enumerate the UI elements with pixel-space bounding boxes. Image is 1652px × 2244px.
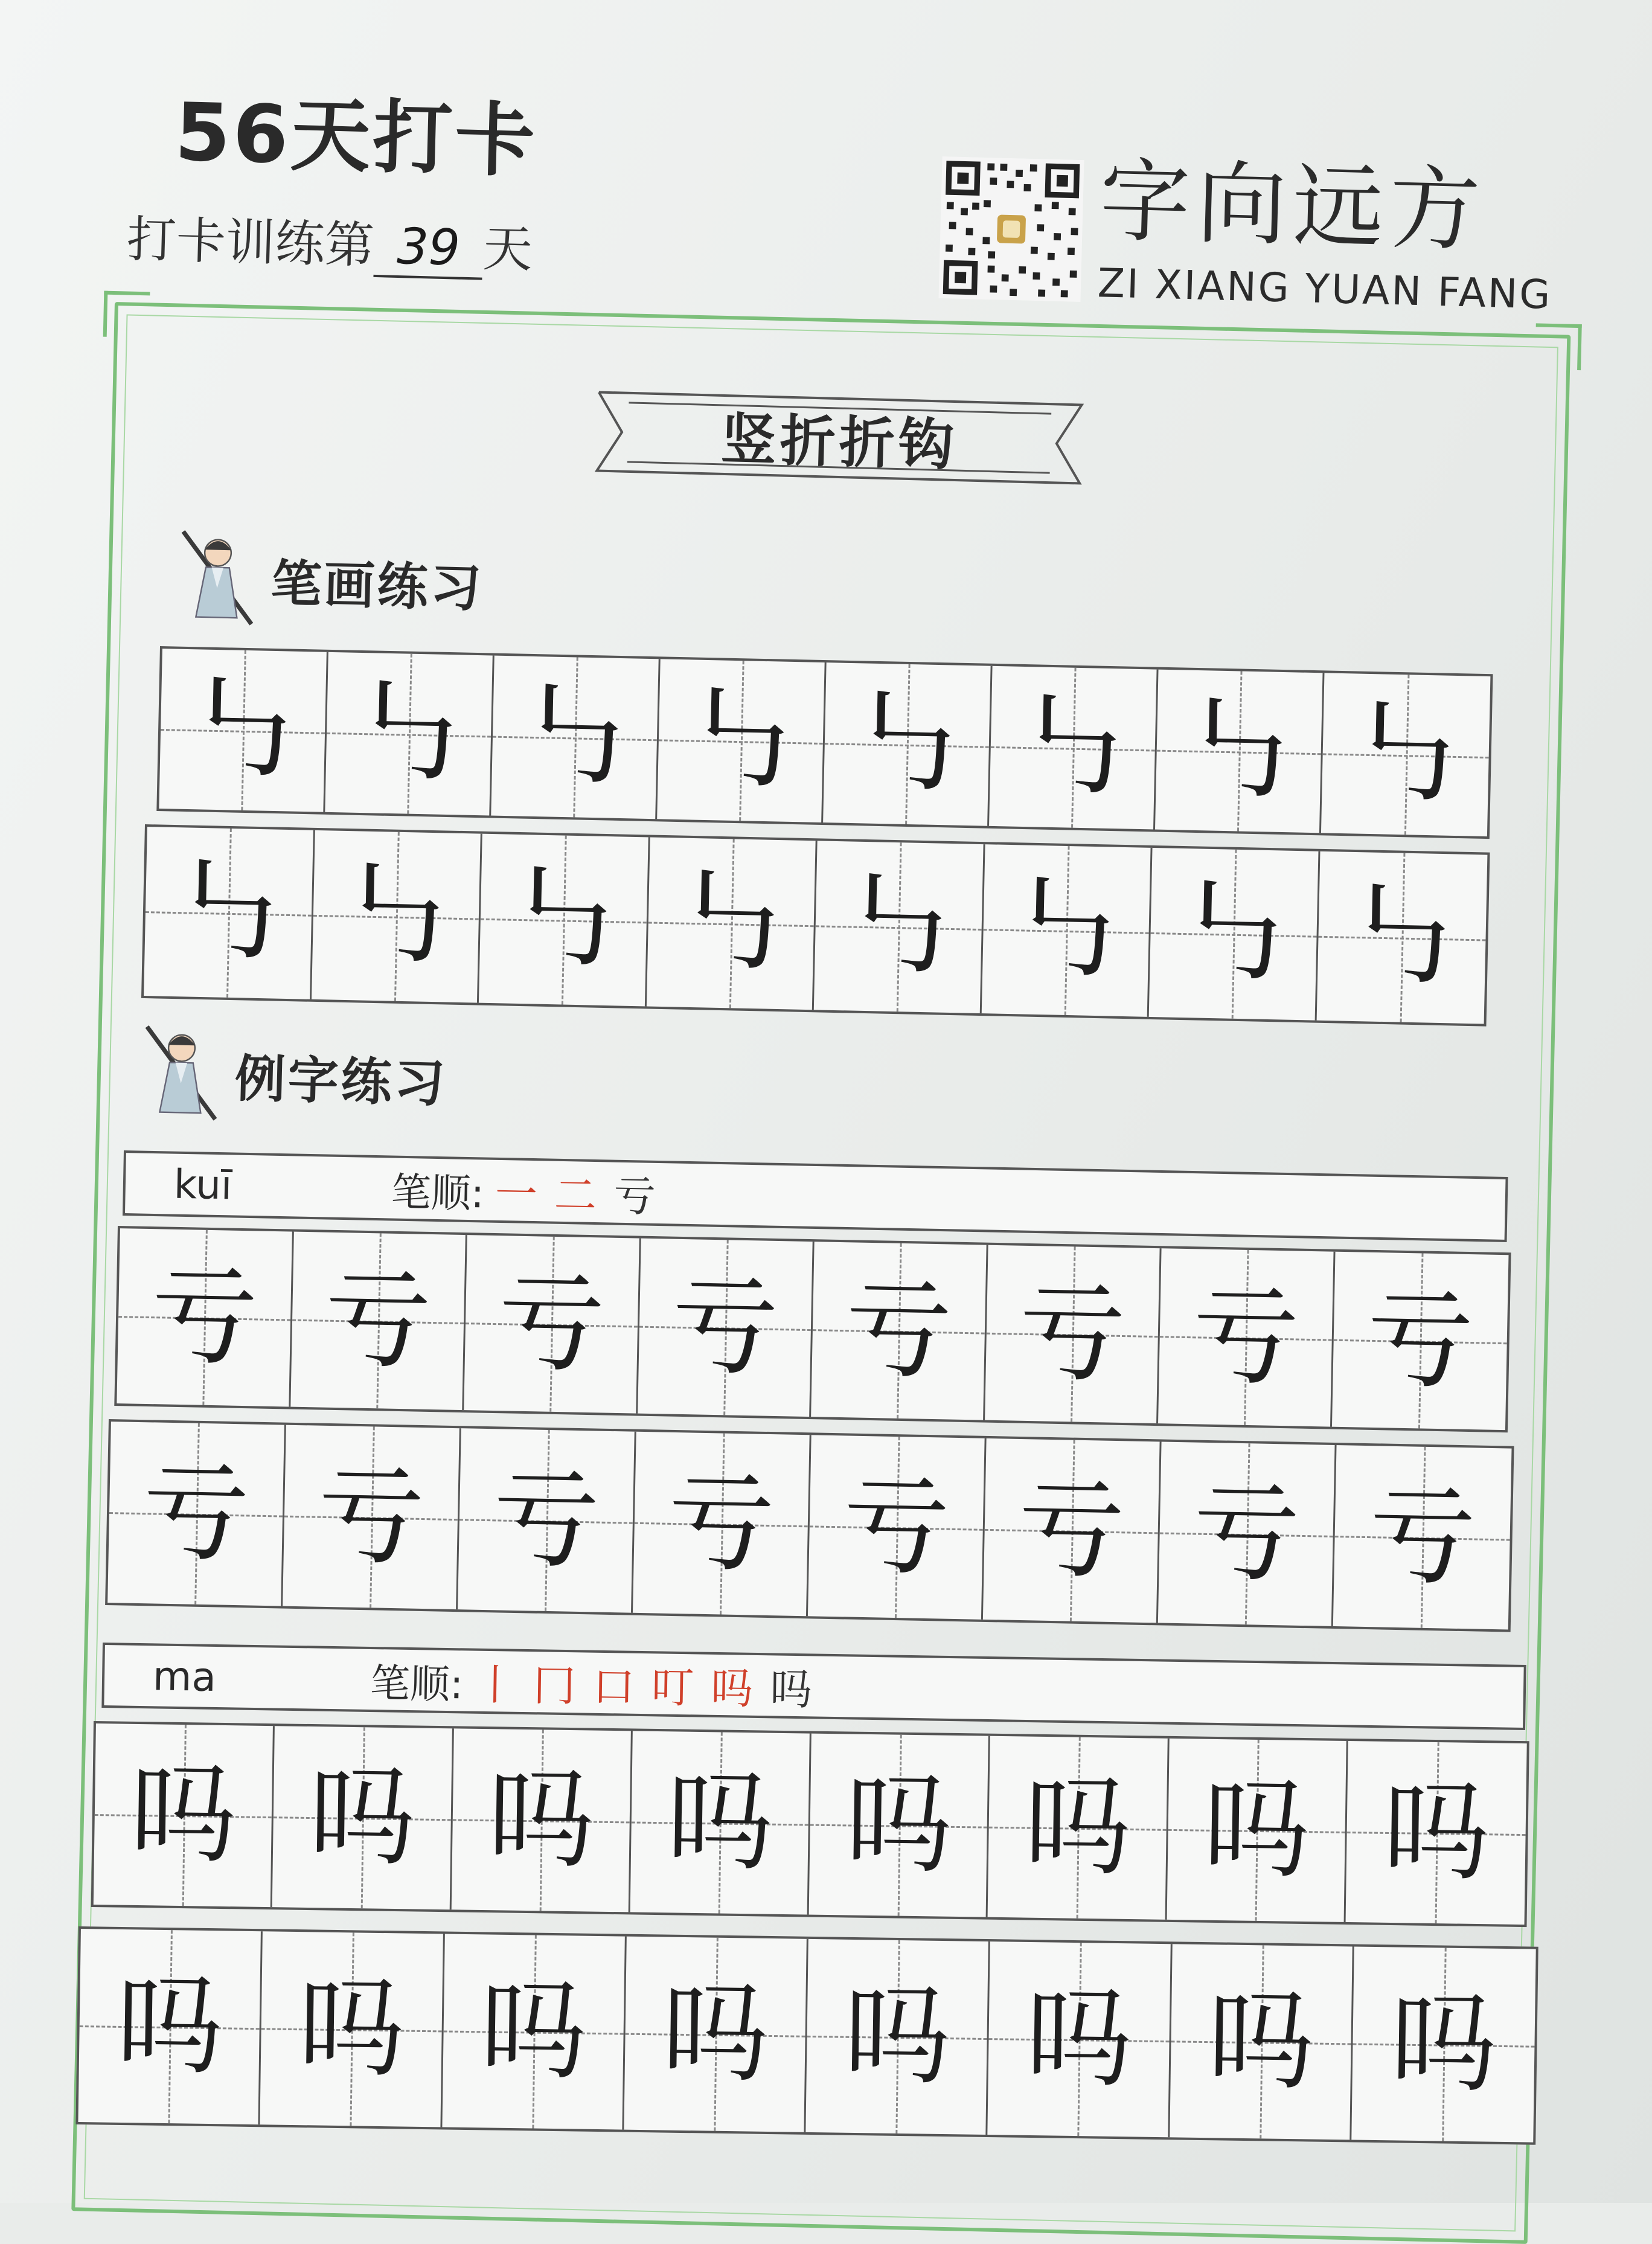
example-char: 亏	[1016, 1466, 1127, 1594]
stroke-order-steps	[474, 1650, 830, 1717]
stroke-order-step: 吗	[710, 1663, 754, 1714]
stroke-practice-grid-row-2	[141, 824, 1490, 1027]
stroke-order-step: 吗	[769, 1664, 813, 1714]
practice-cell	[805, 1939, 990, 2135]
example-char: 吗	[1389, 1981, 1499, 2108]
day-suffix: 天	[482, 220, 533, 279]
practice-cell	[272, 1726, 453, 1909]
practice-cell	[290, 1232, 467, 1410]
practice-cell	[983, 1438, 1162, 1623]
stroke-glyph: ㇉	[166, 841, 290, 984]
section-heading-examples	[135, 1021, 449, 1131]
stroke-order-label: 笔顺:	[391, 1168, 485, 1217]
stroke-order-step: 二	[554, 1170, 597, 1220]
example-char: 吗	[1381, 1769, 1491, 1896]
brand-logo	[1097, 149, 1555, 318]
qr-code-icon	[937, 156, 1086, 302]
example-char: 吗	[115, 1963, 225, 2090]
practice-cell	[1158, 1441, 1337, 1626]
practice-cell	[989, 666, 1158, 830]
practice-cell	[451, 1728, 632, 1912]
example-char: 吗	[842, 1973, 952, 2100]
example-char: 亏	[1191, 1470, 1302, 1597]
stroke-practice-grid-row-1	[156, 646, 1493, 839]
brand-name-en: ZI XIANG YUAN FANG	[1097, 260, 1553, 318]
practice-cell	[159, 649, 328, 812]
stroke-order-step: 口	[592, 1661, 635, 1712]
practice-cell	[1333, 1445, 1512, 1630]
day-prefix: 打卡训练第	[126, 211, 376, 275]
stroke-glyph: ㇉	[334, 844, 458, 988]
stroke-glyph: ㇉	[501, 848, 626, 992]
practice-cell	[260, 1931, 445, 2127]
frame-corner-ornament	[1535, 323, 1582, 370]
practice-cell	[988, 1941, 1173, 2137]
stroke-order-step: 一	[495, 1168, 538, 1219]
scholar-mascot-icon	[135, 1021, 228, 1126]
stroke-glyph: ㇉	[1171, 862, 1296, 1005]
stroke-order-step: 叮	[651, 1662, 694, 1713]
practice-cell	[630, 1731, 811, 1914]
pinyin-label: ma	[152, 1652, 217, 1701]
example-char: 亏	[491, 1457, 601, 1584]
example-char: 吗	[1202, 1766, 1311, 1894]
stroke-order-label: 笔顺:	[370, 1659, 464, 1708]
practice-cell	[633, 1432, 812, 1617]
practice-cell	[1321, 673, 1490, 836]
example-char: 亏	[1191, 1274, 1301, 1401]
practice-cell	[491, 656, 660, 819]
example-char: 亏	[316, 1453, 426, 1581]
practice-cell	[464, 1235, 641, 1413]
example-char: 亏	[844, 1267, 954, 1394]
example-char: 亏	[322, 1257, 433, 1384]
practice-cell	[283, 1425, 461, 1610]
stroke-glyph: ㇉	[679, 668, 803, 812]
stroke-glyph: ㇉	[1340, 865, 1464, 1009]
practice-cell	[985, 1245, 1162, 1423]
practice-cell	[988, 1736, 1169, 1920]
practice-cell	[981, 844, 1152, 1017]
stroke-title-banner	[572, 380, 1106, 496]
stroke-order-step: 冂	[533, 1660, 576, 1711]
example-char: 亏	[670, 1263, 780, 1391]
stroke-glyph: ㇉	[347, 662, 471, 806]
stroke-glyph: ㇉	[836, 855, 961, 999]
pinyin-label: kuī	[173, 1161, 233, 1208]
day-number: 39	[373, 217, 484, 280]
page-title: 56天打卡	[173, 86, 539, 188]
example-char: 亏	[841, 1463, 952, 1591]
example-grid-ma-row-2	[75, 1926, 1538, 2145]
example-char: 亏	[666, 1460, 776, 1588]
practice-cell	[1351, 1946, 1536, 2142]
example-grid-kui-row-1	[114, 1226, 1511, 1432]
practice-cell	[1170, 1944, 1354, 2140]
stroke-order-step: 丨	[473, 1659, 517, 1710]
practice-cell	[117, 1228, 293, 1406]
brand-name-cn: 字向远方	[1098, 149, 1488, 264]
example-char: 吗	[478, 1968, 588, 2095]
example-char: 吗	[1024, 1975, 1134, 2103]
section-title-examples: 例字练习	[234, 1048, 448, 1114]
practice-cell	[458, 1428, 636, 1613]
practice-cell	[1155, 670, 1324, 833]
practice-cell	[624, 1937, 808, 2132]
example-char: 吗	[665, 1759, 775, 1886]
practice-cell	[1316, 851, 1487, 1024]
example-char: 亏	[149, 1254, 260, 1381]
stroke-glyph: ㇉	[1004, 858, 1128, 1002]
stroke-glyph: ㇉	[181, 658, 305, 802]
stroke-order-step: 亏	[613, 1171, 656, 1222]
example-char: 亏	[1365, 1277, 1475, 1405]
practice-cell	[657, 659, 826, 822]
practice-cell	[1331, 1252, 1508, 1430]
practice-cell	[107, 1422, 286, 1606]
practice-cell	[1167, 1739, 1348, 1922]
practice-cell	[1345, 1741, 1526, 1925]
example-char: 吗	[844, 1762, 953, 1888]
example-char: 亏	[141, 1450, 251, 1577]
example-char: 吗	[1023, 1764, 1133, 1891]
example-char: 吗	[1206, 1978, 1316, 2105]
example-char: 亏	[1017, 1270, 1127, 1398]
example-char: 吗	[307, 1754, 417, 1881]
practice-cell	[144, 827, 315, 999]
practice-cell	[809, 1734, 990, 1917]
practice-cell	[808, 1435, 987, 1620]
practice-cell	[94, 1723, 275, 1907]
practice-cell	[811, 1242, 988, 1420]
practice-cell	[1158, 1248, 1335, 1426]
practice-cell	[638, 1239, 815, 1417]
practice-cell	[646, 838, 817, 1010]
day-counter-line	[126, 200, 534, 281]
example-char: 吗	[661, 1970, 770, 2097]
practice-cell	[442, 1934, 627, 2129]
stroke-order-steps	[495, 1159, 673, 1224]
stroke-glyph: ㇉	[1177, 679, 1301, 823]
example-char: 亏	[1367, 1473, 1478, 1601]
stroke-glyph: ㇉	[1343, 682, 1468, 826]
example-grid-ma-row-1	[91, 1721, 1529, 1927]
practice-cell	[311, 830, 482, 1003]
stroke-glyph: ㇉	[845, 672, 969, 816]
stroke-glyph: ㇉	[1011, 676, 1135, 819]
practice-cell	[479, 834, 650, 1007]
section-title-strokes: 笔画练习	[270, 553, 484, 618]
stroke-glyph: ㇉	[669, 851, 793, 995]
practice-cell	[78, 1929, 263, 2124]
example-char: 吗	[486, 1757, 596, 1883]
scholar-mascot-icon	[171, 525, 264, 630]
banner-title: 竖折折钩	[720, 406, 959, 478]
example-char: 亏	[496, 1260, 607, 1388]
example-char: 吗	[129, 1751, 238, 1879]
frame-corner-ornament	[103, 291, 150, 338]
stroke-glyph: ㇉	[513, 665, 637, 809]
section-heading-strokes	[171, 525, 485, 636]
example-char: 吗	[296, 1966, 406, 2092]
practice-cell	[325, 652, 494, 816]
example-grid-kui-row-2	[105, 1419, 1514, 1632]
practice-cell	[814, 841, 985, 1013]
practice-cell	[1149, 848, 1320, 1021]
practice-cell	[823, 662, 992, 826]
